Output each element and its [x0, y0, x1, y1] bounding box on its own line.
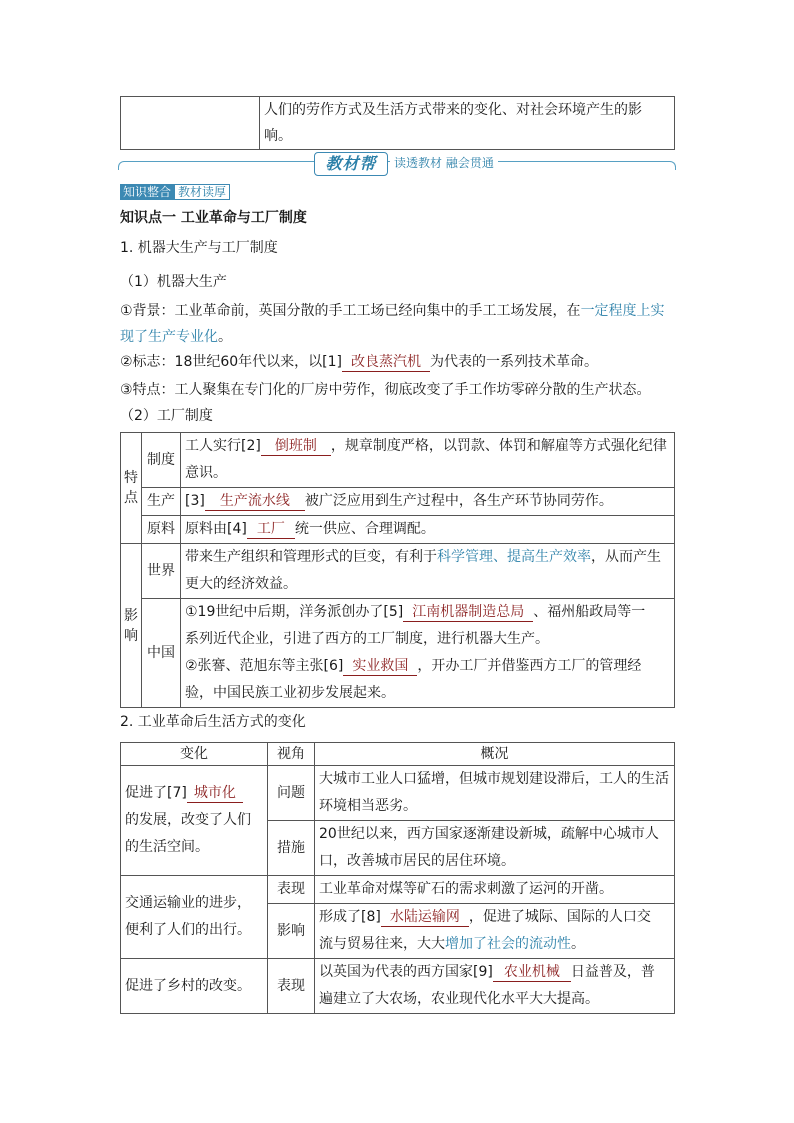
mass-bg-hl1: 一定程度上实 — [580, 303, 665, 319]
factory-row-production-cell — [181, 488, 675, 516]
life-r1b-desc1: 20世纪以来，西方国家逐渐建设新城，疏解中心城市人 — [319, 826, 659, 842]
top-table-line1: 人们的劳作方式及生活方式带来的变化、对社会环境产生的影 — [264, 102, 642, 118]
factory-title: （2）工厂制度 — [120, 408, 213, 424]
factory-world-pre: 带来生产组织和管理形式的巨变，有利于 — [185, 549, 437, 565]
life-r2b-post1: ，促进了城际、国际的人口交 — [468, 909, 651, 925]
life-r1b-desc — [315, 821, 675, 876]
tag-textbook: 教材读厚 — [174, 184, 230, 200]
life-r3-change: 促进了乡村的改变。 — [121, 959, 268, 1014]
factory-row-system-label: 制度 — [142, 433, 181, 488]
factory-row-china-cell — [181, 599, 675, 708]
life-r1a-desc2: 环境相当恶劣。 — [319, 798, 417, 814]
answer-4: 工厂 — [247, 520, 295, 539]
life-r2b-post3: 。 — [571, 936, 585, 952]
factory-feature-text: 特点 — [124, 470, 138, 506]
life-r2-change2: 便利了人们的出行。 — [125, 922, 251, 938]
factory-material-post: 统一供应、合理调配。 — [294, 521, 435, 537]
factory-world-post2: 更大的经济效益。 — [185, 576, 297, 592]
life-r1a-desc1: 大城市工业人口猛增，但城市规划建设滞后，工人的生活 — [319, 771, 669, 787]
answer-8: 水陆运输网 — [381, 908, 469, 927]
tag-knowledge: 知识整合 — [120, 184, 174, 200]
factory-china-a-post2: 系列近代企业，引进了西方的工厂制度，进行机器大生产。 — [185, 631, 549, 647]
answer-5: 江南机器制造总局 — [403, 603, 533, 622]
life-header-overview: 概况 — [315, 743, 675, 766]
factory-system-pre: 工人实行[2] — [185, 438, 261, 454]
life-r2a-desc: 工业革命对煤等矿石的需求刺激了运河的开凿。 — [315, 876, 675, 904]
life-r1-change — [121, 766, 268, 876]
factory-production-post: 被广泛应用到生产过程中，各生产环节协同劳作。 — [304, 493, 613, 509]
factory-material-pre: 原料由[4] — [185, 521, 247, 537]
life-r3-post2: 遍建立了大农场，农业现代化水平大大提高。 — [319, 991, 599, 1007]
mass-sign-post: 为代表的一系列技术革命。 — [430, 354, 599, 370]
life-r2a-view: 表现 — [268, 876, 315, 904]
factory-system-post1: ，规章制度严格，以罚款、体罚和解雇等方式强化纪律 — [330, 438, 667, 454]
top-table-empty-cell — [121, 97, 260, 150]
tag-group — [120, 184, 230, 200]
top-table-line2: 响。 — [264, 128, 292, 144]
life-r3-desc — [315, 959, 675, 1014]
factory-feature-label — [121, 433, 142, 544]
factory-row-production-label: 生产 — [142, 488, 181, 516]
mass-sign-pre: ②标志：18世纪60年代以来，以[1] — [120, 354, 343, 370]
banner-title: 教材帮 — [314, 152, 388, 176]
factory-production-pre: [3] — [185, 493, 205, 509]
factory-china-b-pre: ②张謇、范旭东等主张[6] — [185, 658, 344, 674]
section-banner — [118, 152, 678, 178]
mass-background — [120, 298, 676, 350]
life-r2b-view: 影响 — [268, 904, 315, 959]
answer-7: 城市化 — [187, 784, 243, 803]
factory-china-a-pre: ①19世纪中后期，洋务派创办了[5] — [185, 604, 404, 620]
life-r3-post1: 日益普及，普 — [570, 964, 655, 980]
answer-6: 实业救国 — [343, 657, 417, 676]
life-r1-change-l3: 的生活空间。 — [125, 839, 209, 855]
life-r1-change-pre: 促进了[7] — [125, 785, 187, 801]
factory-china-b-post1: ，开办工厂并借鉴西方工厂的管理经 — [417, 658, 642, 674]
life-r2b-pre: 形成了[8] — [319, 909, 381, 925]
factory-row-material-label: 原料 — [142, 516, 181, 544]
life-r1a-desc — [315, 766, 675, 821]
factory-row-material-cell — [181, 516, 675, 544]
factory-system-post2: 意识。 — [185, 465, 227, 481]
life-table — [120, 742, 675, 1014]
life-r3-pre: 以英国为代表的西方国家[9] — [319, 964, 493, 980]
sub1-heading: 1. 机器大生产与工厂制度 — [120, 240, 278, 256]
factory-row-world-label: 世界 — [142, 544, 181, 599]
answer-9: 农业机械 — [493, 963, 571, 982]
factory-world-post1: ，从而产生 — [591, 549, 661, 565]
life-r2-change — [121, 876, 268, 959]
life-r1-change-l2: 的发展，改变了人们 — [125, 812, 251, 828]
mass-sign — [120, 352, 680, 372]
factory-row-china-label: 中国 — [142, 599, 181, 708]
life-r2-change1: 交通运输业的进步， — [125, 895, 251, 911]
factory-impact-label — [121, 544, 142, 708]
life-r1b-desc2: 口，改善城市居民的居住环境。 — [319, 853, 515, 869]
life-r1b-view: 措施 — [268, 821, 315, 876]
mass-title: （1）机器大生产 — [120, 274, 227, 290]
mass-bg-post: 。 — [218, 329, 232, 345]
factory-china-a-post1: 、福州船政局等一 — [533, 604, 646, 620]
life-r2b-post2: 流与贸易往来，大大 — [319, 936, 445, 952]
factory-table — [120, 432, 675, 708]
answer-3: 生产流水线 — [205, 492, 305, 511]
factory-world-hl: 科学管理、提高生产效率 — [437, 549, 591, 565]
life-r1a-view: 问题 — [268, 766, 315, 821]
factory-row-system-cell — [181, 433, 675, 488]
section1-heading: 知识点一 工业革命与工厂制度 — [120, 210, 307, 226]
factory-china-b-post2: 验，中国民族工业初步发展起来。 — [185, 685, 395, 701]
life-r2b-desc — [315, 904, 675, 959]
sub2-heading: 2. 工业革命后生活方式的变化 — [120, 714, 306, 730]
answer-1: 改良蒸汽机 — [342, 353, 430, 372]
mass-bg-hl2: 现了生产专业化 — [120, 329, 218, 345]
top-table — [120, 96, 675, 150]
life-header-view: 视角 — [268, 743, 315, 766]
factory-row-world-cell — [181, 544, 675, 599]
answer-2: 倒班制 — [261, 437, 331, 456]
mass-bg-pre: ①背景：工业革命前，英国分散的手工工场已经向集中的手工工场发展，在 — [120, 303, 581, 319]
life-r3-view: 表现 — [268, 959, 315, 1014]
banner-subtitle: 读透教材 融会贯通 — [390, 154, 498, 172]
factory-impact-text: 影响 — [124, 607, 138, 644]
mass-feature: ③特点：工人聚集在专门化的厂房中劳作，彻底改变了手工作坊零碎分散的生产状态。 — [120, 382, 651, 398]
life-r2b-hl: 增加了社会的流动性 — [445, 936, 571, 952]
life-header-change: 变化 — [121, 743, 268, 766]
top-table-text-cell — [260, 97, 675, 150]
